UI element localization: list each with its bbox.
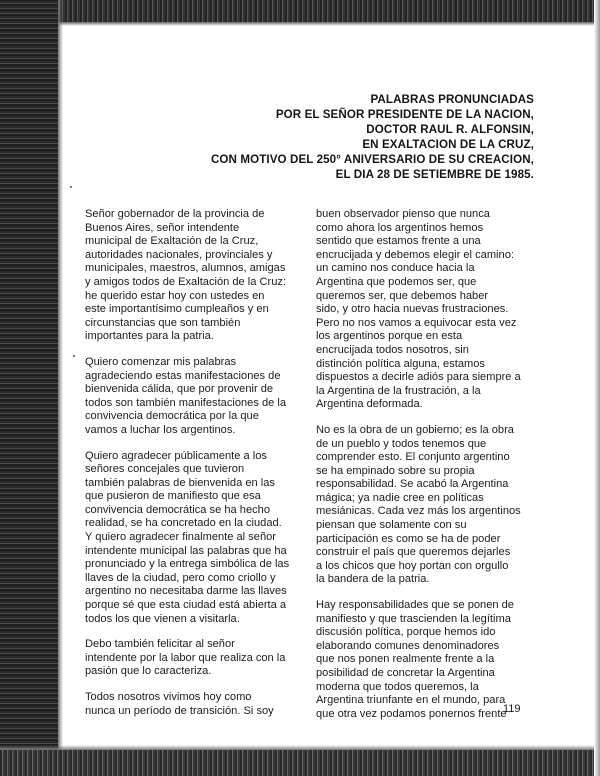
- text-line: porque sé que esta ciudad está abierta a: [85, 599, 287, 612]
- text-line: responsabilidad. Se acabó la Argentina: [316, 478, 509, 491]
- text-line: encrucijada y debemos elegir el camino:: [316, 248, 514, 261]
- scan-edge-top: [0, 0, 600, 22]
- text-line: Todos nosotros vivimos hoy como: [85, 691, 252, 703]
- text-line: convivencia democrática se ha hecho: [85, 503, 271, 516]
- text-line: sentido que estamos frente a una: [316, 235, 481, 248]
- scan-speck: [73, 355, 75, 357]
- text-line: intendente municipal las palabras que ha: [85, 544, 287, 557]
- text-line: buen observador pienso que nunca: [316, 208, 490, 220]
- text-line: distinción política alguna, estamos: [316, 357, 485, 370]
- text-line: manifiesto y que trascienden la legítima: [316, 612, 511, 625]
- paragraph: [85, 356, 291, 438]
- text-line: a los chicos que hoy portan con orgullo: [316, 559, 509, 572]
- text-line: sido, y otro hacia nuevas frustraciones.: [316, 303, 509, 316]
- text-line: bienvenida cálida, que por provenir de: [85, 383, 274, 396]
- text-line: señores concejales que tuvieron: [85, 463, 245, 476]
- text-line: moderna que todos queremos, la: [316, 680, 479, 693]
- text-line: No es la obra de un gobierno; es la obra: [316, 423, 514, 436]
- text-line: todos son también manifestaciones de la: [85, 396, 287, 409]
- text-line: convivencia democrática por la que: [85, 410, 259, 423]
- text-line: también palabras de bienvenida en las: [85, 476, 275, 489]
- text-line: Hay responsabilidades que se ponen de: [316, 599, 514, 612]
- text-line: un camino nos conduce hacia la: [316, 262, 475, 275]
- text-line: construir el país que queremos dejarles: [316, 546, 511, 559]
- text-line: como ahora los argentinos hemos: [316, 221, 484, 234]
- text-line: importantes para la patria.: [85, 330, 214, 343]
- text-line: Quiero comenzar mis palabras: [85, 355, 237, 368]
- text-line: participación es como se ha de poder: [316, 532, 501, 545]
- text-line: realidad, se ha concretado en la ciudad.: [85, 517, 282, 530]
- page-number: 119: [503, 703, 521, 715]
- text-line: posibilidad de concretar la Argentina: [316, 667, 495, 679]
- text-line: los argentinos porque en esta: [316, 330, 463, 343]
- text-line: Buenos Aires, señor intendente: [85, 221, 240, 234]
- text-line: intendente por la labor que realiza con la: [85, 651, 286, 664]
- text-line: y amigos todos de Exaltación de la Cruz:: [85, 275, 287, 288]
- paragraph: [85, 450, 291, 627]
- text-line: Argentina que podemos ser, que: [316, 275, 477, 288]
- text-line: Argentina deformada.: [316, 398, 423, 411]
- text-line: argentino no necesitaba darme las llaves: [85, 585, 287, 598]
- text-line: piensan que solamente con su: [316, 519, 467, 532]
- text-line: discusión política, porque hemos ido: [316, 626, 496, 639]
- paragraph: [316, 599, 522, 721]
- right-text-column: [316, 208, 522, 721]
- text-line: Señor gobernador de la provincia de: [85, 208, 265, 220]
- paragraph: [316, 424, 522, 587]
- text-line: he querido estar hoy con ustedes en: [85, 289, 265, 302]
- text-line: elaborando comunes denominadores: [316, 639, 500, 652]
- paragraph: [316, 208, 522, 412]
- text-line: mágica; ya nadie cree en políticas: [316, 491, 484, 504]
- text-line: la bandera de la patria.: [316, 573, 430, 586]
- text-line: municipal de Exaltación de la Cruz,: [85, 235, 259, 248]
- text-line: este importantísimo cumpleaños y en: [85, 303, 269, 316]
- text-line: municipales, maestros, alumnos, amigas: [85, 262, 286, 275]
- scan-edge-bottom: [0, 750, 600, 776]
- scan-speck: [70, 186, 72, 188]
- paragraph: [85, 208, 291, 344]
- text-line: comprender esto. El conjunto argentino: [316, 451, 510, 464]
- text-line: circunstancias que son también: [85, 316, 241, 329]
- text-line: se ha empinado sobre su propia: [316, 464, 475, 477]
- scan-edge-left: [0, 0, 58, 776]
- heading-line: POR EL SEÑOR PRESIDENTE DE LA NACION,: [275, 108, 534, 121]
- text-line: que otra vez podamos ponernos frente: [316, 707, 507, 720]
- heading-line: PALABRAS PRONUNCIADAS: [370, 93, 534, 106]
- text-line: vamos a luchar los argentinos.: [85, 423, 236, 436]
- text-line: Argentina triunfante en el mundo, para: [316, 694, 506, 707]
- text-line: de un pueblo y todos tenemos que: [316, 437, 487, 450]
- text-line: todos los que vienen a visitarla.: [85, 612, 240, 625]
- left-text-column: [85, 208, 291, 718]
- text-line: dispuestos a decirle adiós para siempre a: [316, 371, 521, 384]
- text-line: llaves de la ciudad, pero como criollo y: [85, 571, 276, 584]
- heading-line: CON MOTIVO DEL 250° ANIVERSARIO DE SU CREACION,: [210, 153, 534, 166]
- text-line: que nos ponen realmente frente a la: [316, 653, 495, 666]
- heading-line: DOCTOR RAUL R. ALFONSIN,: [366, 123, 534, 136]
- text-line: Quiero agradecer públicamente a los: [85, 449, 267, 462]
- speech-heading: [94, 92, 534, 182]
- text-line: agradeciendo estas manifestaciones de: [85, 369, 281, 382]
- scan-edge-right: [594, 0, 600, 776]
- heading-line: EN EXALTACION DE LA CRUZ,: [362, 138, 534, 151]
- text-line: Pero no nos vamos a equivocar esta vez: [316, 316, 517, 329]
- paragraph: [85, 638, 291, 679]
- text-line: la Argentina de la frustración, a la: [316, 384, 481, 397]
- text-line: Debo también felicitar al señor: [85, 638, 235, 651]
- heading-line: EL DIA 28 DE SETIEMBRE DE 1985.: [335, 168, 534, 181]
- paragraph: [85, 691, 291, 718]
- text-line: nunca un período de transición. Si soy: [85, 704, 274, 717]
- text-line: Y quiero agradecer finalmente al señor: [85, 531, 276, 544]
- text-line: encrucijada todos nosotros, sin: [316, 343, 469, 356]
- text-line: pasión que lo caracteriza.: [85, 665, 212, 678]
- text-line: que pusieron de manifiesto que esa: [85, 490, 261, 503]
- text-line: pronunciado y la entrega simbólica de las: [85, 558, 290, 571]
- text-line: queremos ser, que debemos haber: [316, 289, 489, 302]
- text-line: autoridades nacionales, provinciales y: [85, 248, 273, 261]
- text-line: mesiánicas. Cada vez más los argentinos: [316, 505, 521, 518]
